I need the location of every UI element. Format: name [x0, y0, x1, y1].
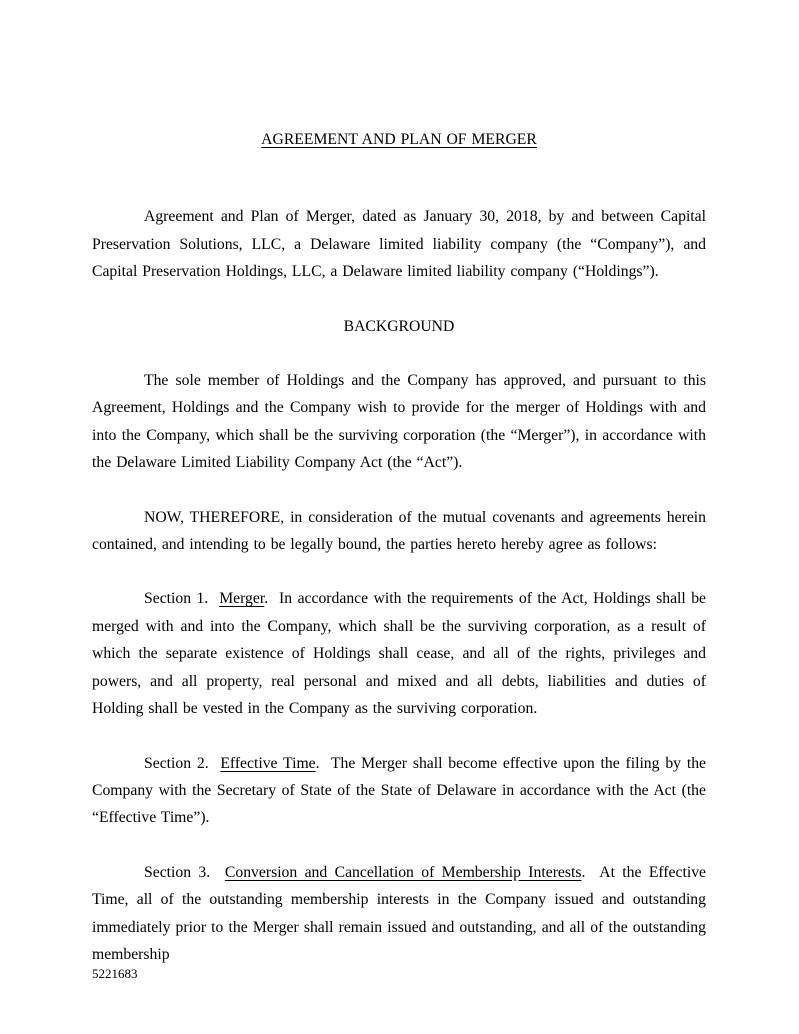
section-3-punct: .	[581, 863, 586, 881]
document-content	[92, 126, 706, 995]
background-paragraph: The sole member of Holdings and the Company has approved, and pursuant to this Agreement, Holdings and the Company wish to provide for the merger of Holdings with and into the Company, which shall be the surviving corporation (the “Merger”), in accordance with the Delaware Limited Liability Company Act (the “Act”).	[92, 372, 706, 472]
section-3-body: At the Effective Time, all of the outstanding membership interests in the Company issued and outstanding immediately prior to the Merger shall remain issued and outstanding, and all of the outstanding membership	[92, 863, 707, 963]
section-3-heading: Conversion and Cancellation of Membership Interests	[224, 863, 582, 881]
section-3-label: Section 3.	[144, 863, 211, 881]
section-1-punct: .	[264, 590, 269, 608]
section-2-heading: Effective Time	[220, 754, 316, 772]
background-heading: BACKGROUND	[343, 317, 455, 335]
section-1-heading: Merger	[219, 590, 265, 608]
section-1-body: In accordance with the requirements of the Act, Holdings shall be merged with and into the Company, which shall be the surviving corporation, as a result of which the separate existence of Holdings shall cease, and all of the rights, privileges and powers, and all property, real personal and mixed and all debts, liabilities and duties of Holding shall be vested in the Company as the surviving corporation.	[92, 590, 707, 718]
now-therefore-paragraph: NOW, THEREFORE, in consideration of the mutual covenants and agreements herein contained, and intending to be legally bound, the parties hereto hereby agree as follows:	[92, 508, 706, 554]
section-2-label: Section 2.	[144, 754, 209, 772]
section-2-punct: .	[315, 754, 320, 772]
section-1-paragraph	[92, 585, 706, 722]
section-2-paragraph	[92, 750, 706, 832]
section-1-label: Section 1.	[144, 590, 209, 608]
section-2-body: The Merger shall become effective upon the filing by the Company with the Secretary of State of the State of Delaware in accordance with the Act (the “Effective Time”).	[92, 754, 706, 827]
intro-paragraph: Agreement and Plan of Merger, dated as January 30, 2018, by and between Capital Preservation Solutions, LLC, a Delaware limited liability company (the “Company”), and Capital Preservation Holdings, LLC, a Delaware limited liability company (“Holdings”).	[92, 208, 706, 281]
document-title: AGREEMENT AND PLAN OF MERGER	[261, 131, 537, 148]
section-3-paragraph	[92, 859, 706, 969]
footer-document-number: 5221683	[92, 966, 138, 981]
